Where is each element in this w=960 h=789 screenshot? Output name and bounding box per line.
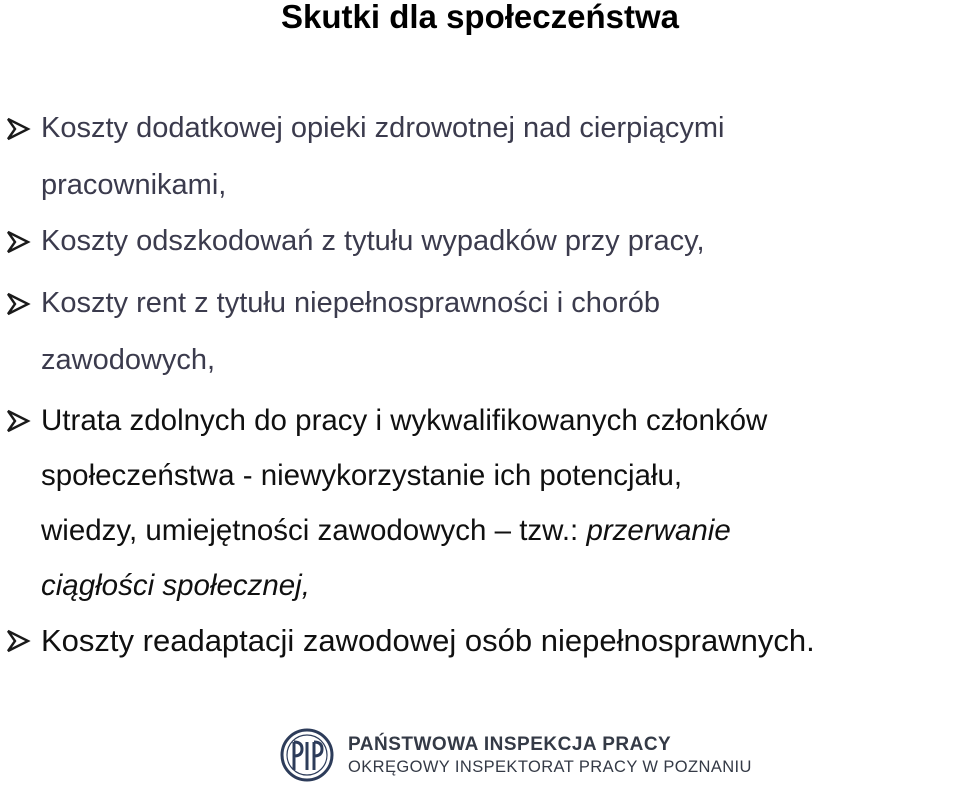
arrow-bullet-icon [5,628,31,654]
list-item-line: pracownikami, [41,169,227,201]
list-item-line: społeczeństwa - niewykorzystanie ich potencjału, [41,459,683,492]
page-title: Skutki dla społeczeństwa [281,0,679,35]
list-item-line: Koszty rent z tytułu niepełnosprawności i chorób [41,287,660,319]
arrow-bullet-icon [5,408,31,434]
list-item-line: Koszty odszkodowań z tytułu wypadków przy pracy, [41,225,705,257]
org-name: PAŃSTWOWA INSPEKCJA PRACY [348,734,672,755]
list-item-segment: wiedzy, umiejętności zawodowych – tzw.: [41,514,579,547]
arrow-bullet-icon [5,229,31,255]
list-item-line: Koszty dodatkowej opieki zdrowotnej nad cierpiącymi [41,112,725,144]
list-item-line: Koszty readaptacji zawodowej osób niepełnosprawnych. [41,623,815,658]
arrow-bullet-icon [5,116,31,142]
footer-logo-block [280,728,752,784]
list-item-emphasis: ciągłości społecznej, [41,569,310,602]
pip-seal-logo-icon [280,728,334,782]
list-item-line [41,503,960,558]
org-unit: OKRĘGOWY INSPEKTORAT PRACY W POZNANIU [348,758,752,776]
list-item-line [41,558,960,613]
list-item-line: Utrata zdolnych do pracy i wykwalifikowanych członków [41,404,768,437]
list-item-emphasis: przerwanie [586,514,731,547]
list-item-line: zawodowych, [41,344,216,376]
arrow-bullet-icon [5,291,31,317]
